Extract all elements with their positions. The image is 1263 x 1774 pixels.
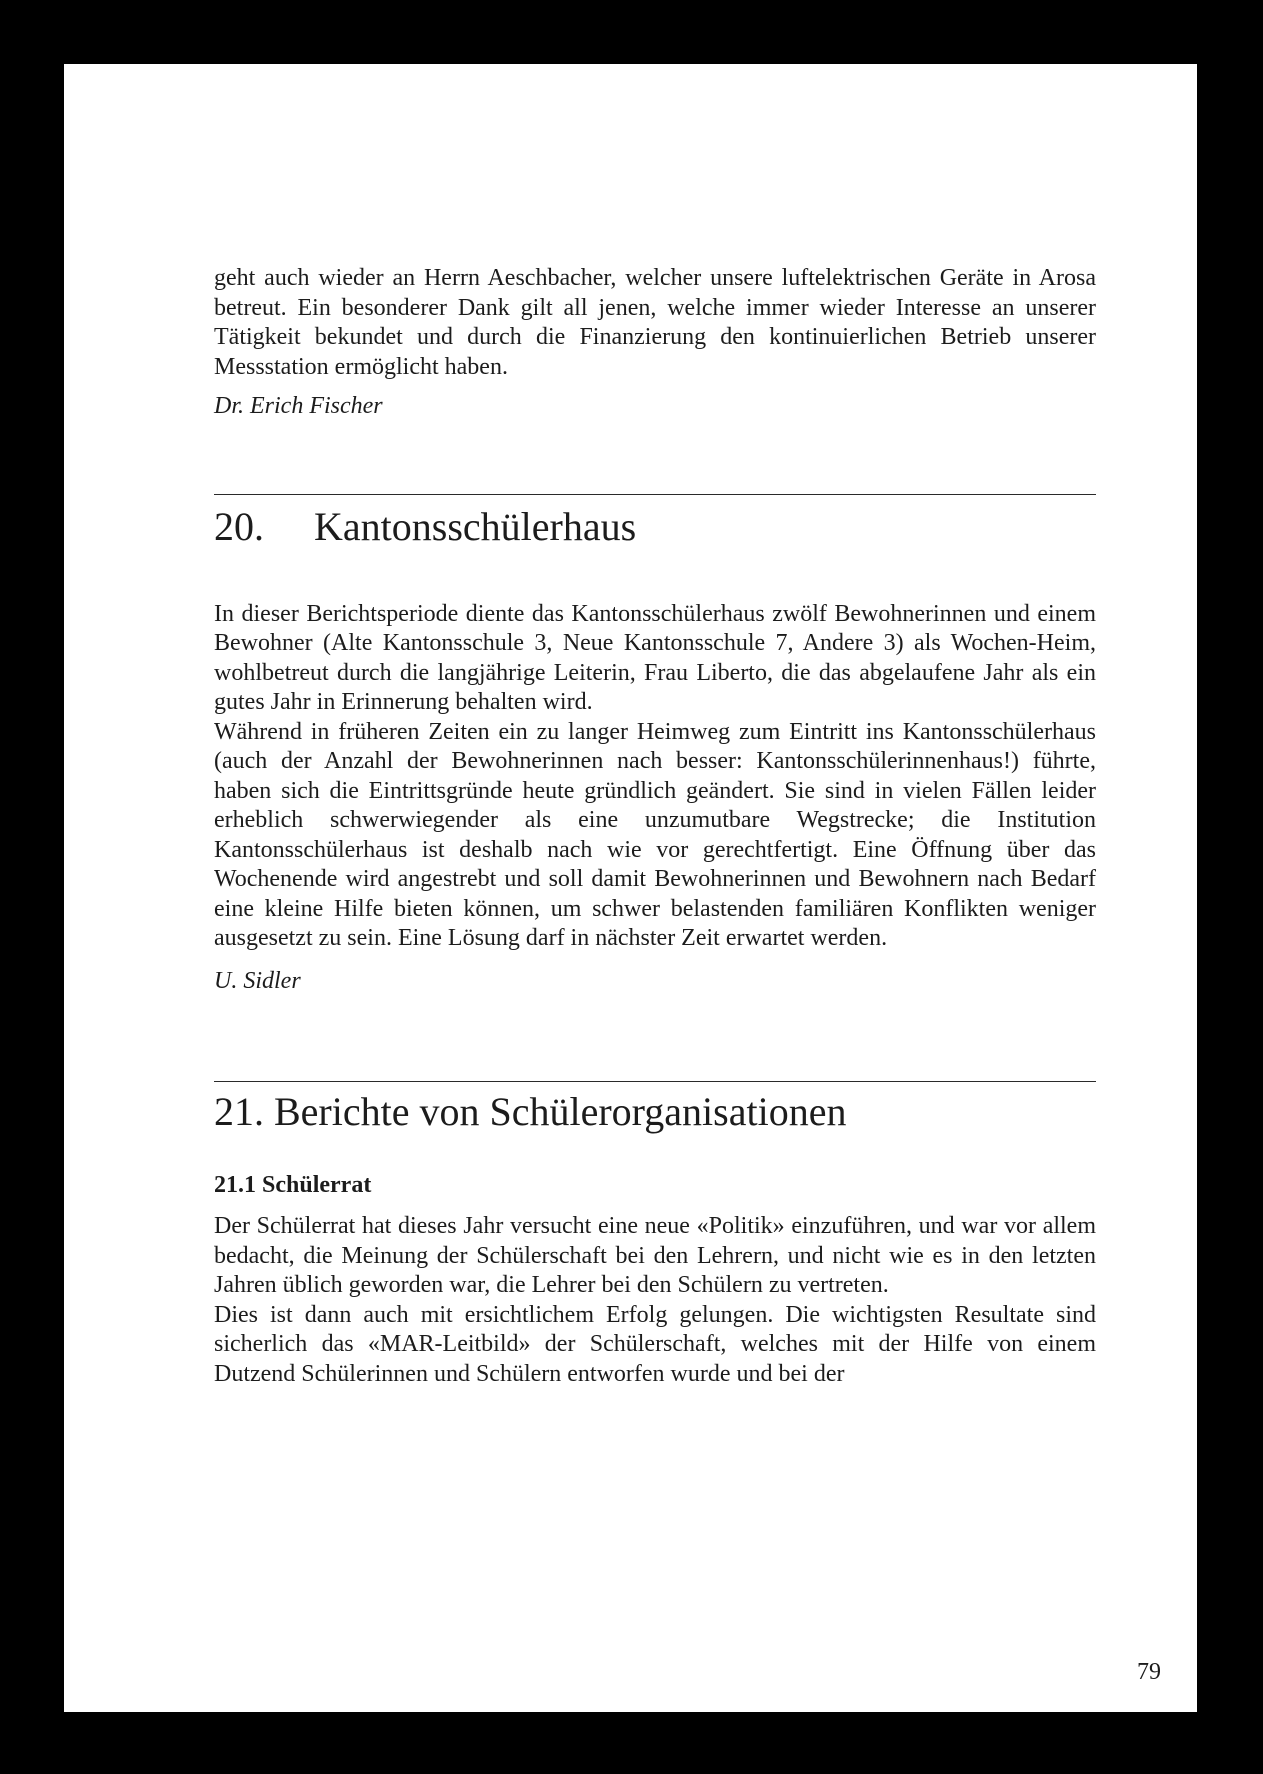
section-20-paragraph-2: Während in früheren Zeiten ein zu langer Heimweg zum Eintritt ins Kantonsschülerhaus (auch der Anzahl der Bewohnerinnen nach besser: Kantonsschülerinnenhaus!) führte, haben sich die Eintrittsgründe heute gründlich geändert. Sie sind in vielen Fällen leider erheblich schwerwiegender als eine unzumutbare Wegstrecke; die Institution Kantonsschülerhaus ist deshalb nach wie vor gerechtfertigt. Eine Öffnung über das Wochenende wird angestrebt und soll damit Bewohnerinnen und Bewohnern nach Bedarf eine kleine Hilfe bieten können, um schwer belastenden familiären Konflikten weniger ausgesetzt zu sein. Eine Lösung darf in nächster Zeit erwartet werden.	[214, 718, 1096, 951]
section-20-signature: U. Sidler	[214, 967, 301, 994]
section-21-heading: 21. Berichte von Schülerorganisationen	[214, 1089, 847, 1134]
section-21-paragraph-2: Dies ist dann auch mit ersichtlichem Erfolg gelungen. Die wichtigsten Resultate sind sicherlich das «MAR-Leitbild» der Schülerschaft, welches mit der Hilfe von einem Dutzend Schülerinnen und Schülern entworfen wurde und bei der	[214, 1301, 1096, 1387]
intro-signature: Dr. Erich Fischer	[214, 393, 383, 419]
section-21-paragraph-1: Der Schülerrat hat dieses Jahr versucht eine neue «Politik» einzuführen, und war vor allem bedacht, die Meinung der Schülerschaft bei den Lehrern, und nicht wie es in den letzten Jahren üblich geworden war, die Lehrer bei den Schülern zu vertreten.	[214, 1213, 1096, 1298]
scanned-page	[64, 64, 1197, 1712]
section-divider	[214, 494, 1096, 495]
section-20-title: Kantonsschülerhaus	[314, 503, 637, 549]
intro-paragraph: geht auch wieder an Herrn Aeschbacher, welcher unsere luftelektrischen Geräte in Arosa betreut. Ein besonderer Dank gilt all jenen, welche immer wieder Interesse an unserer Tätigkeit bekundet und durch die Finanzierung den kontinuierlichen Betrieb unserer Messstation ermöglicht haben.	[214, 265, 1096, 380]
page-content	[214, 264, 1096, 1389]
section-divider	[214, 1081, 1096, 1082]
section-20-paragraph-1: In dieser Berichtsperiode diente das Kantonsschülerhaus zwölf Bewohnerinnen und einem Bewohner (Alte Kantonsschule 3, Neue Kantonsschule 7, Andere 3) als Wochen-Heim, wohlbetreut durch die langjährige Leiterin, Frau Liberto, die das abgelaufene Jahr als ein gutes Jahr in Erinnerung behalten wird.	[214, 600, 1096, 715]
section-20-heading	[214, 503, 1096, 551]
section-20-number: 20.	[214, 503, 264, 549]
page-number: 79	[1137, 1659, 1161, 1685]
subsection-title: 21.1 Schülerrat	[214, 1172, 372, 1198]
